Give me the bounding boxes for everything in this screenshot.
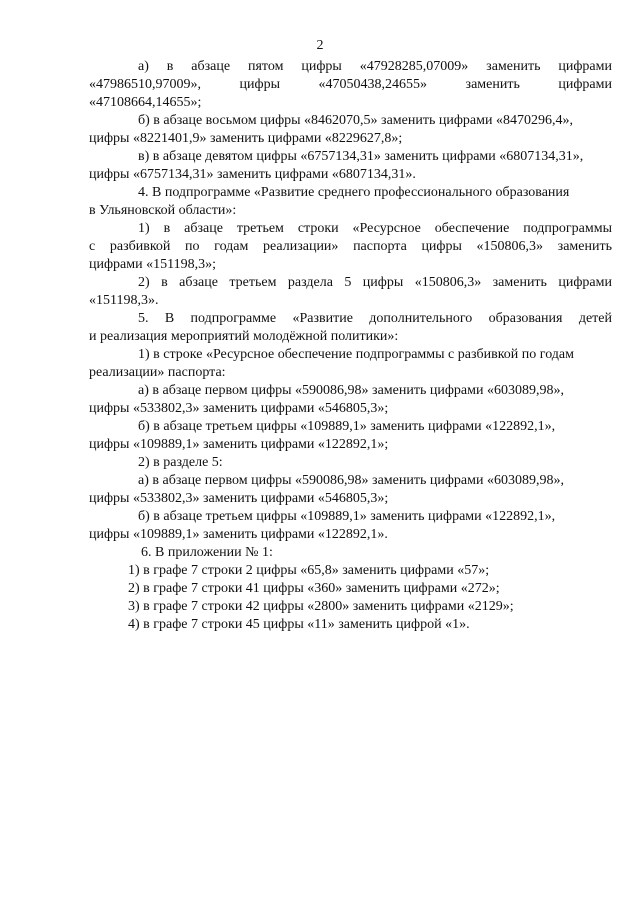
- text-line: а) в абзаце первом цифры «590086,98» заменить цифрами «603089,98»,: [138, 473, 564, 488]
- text-line: цифры «8221401,9» заменить цифрами «8229627,8»;: [89, 131, 403, 146]
- text-line: цифры «533802,3» заменить цифрами «546805,3»;: [89, 401, 389, 416]
- text-line: 2) в абзаце третьем раздела 5 цифры «150806,3» заменить цифрами: [138, 275, 612, 290]
- text-line: б) в абзаце третьем цифры «109889,1» заменить цифрами «122892,1»,: [138, 509, 556, 524]
- text-line: 2) в разделе 5:: [138, 455, 223, 470]
- page-number: 2: [316, 38, 324, 53]
- text-line: в Ульяновской области»:: [89, 203, 237, 218]
- text-line: 3) в графе 7 строки 42 цифры «2800» заменить цифрами «2129»;: [128, 599, 514, 614]
- text-line: 4) в графе 7 строки 45 цифры «11» заменить цифрой «1».: [128, 617, 470, 632]
- text-line: цифры «533802,3» заменить цифрами «546805,3»;: [89, 491, 389, 506]
- text-line: 6. В приложении № 1:: [141, 545, 273, 560]
- text-line: «151198,3».: [89, 293, 159, 308]
- text-line: а) в абзаце пятом цифры «47928285,07009» заменить цифрами: [138, 59, 612, 74]
- text-line: 1) в абзаце третьем строки «Ресурсное обеспечение подпрограммы: [138, 221, 612, 236]
- text-line: б) в абзаце восьмом цифры «8462070,5» заменить цифрами «8470296,4»,: [138, 113, 573, 128]
- text-line: цифры «109889,1» заменить цифрами «122892,1».: [89, 527, 388, 542]
- text-line: цифрами «151198,3»;: [89, 257, 216, 272]
- text-line: в) в абзаце девятом цифры «6757134,31» заменить цифрами «6807134,31»,: [138, 149, 584, 164]
- text-line: «47108664,14655»;: [89, 95, 202, 110]
- text-line: 2) в графе 7 строки 41 цифры «360» заменить цифрами «272»;: [128, 581, 500, 596]
- text-line: 5. В подпрограмме «Развитие дополнительного образования детей: [138, 311, 612, 326]
- text-line: 1) в строке «Ресурсное обеспечение подпрограммы с разбивкой по годам: [138, 347, 574, 362]
- text-line: реализации» паспорта:: [89, 365, 226, 380]
- text-line: цифры «6757134,31» заменить цифрами «6807134,31».: [89, 167, 416, 182]
- text-line: 4. В подпрограмме «Развитие среднего профессионального образования: [138, 185, 570, 200]
- text-line: а) в абзаце первом цифры «590086,98» заменить цифрами «603089,98»,: [138, 383, 564, 398]
- text-line: б) в абзаце третьем цифры «109889,1» заменить цифрами «122892,1»,: [138, 419, 556, 434]
- text-line: цифры «109889,1» заменить цифрами «122892,1»;: [89, 437, 389, 452]
- document-body: [89, 58, 612, 634]
- text-line: и реализация мероприятий молодёжной политики»:: [89, 329, 399, 344]
- text-line: с разбивкой по годам реализации» паспорта цифры «150806,3» заменить: [89, 239, 612, 254]
- text-line: 1) в графе 7 строки 2 цифры «65,8» заменить цифрами «57»;: [128, 563, 490, 578]
- text-line: «47986510,97009», цифры «47050438,24655» заменить цифрами: [89, 77, 612, 92]
